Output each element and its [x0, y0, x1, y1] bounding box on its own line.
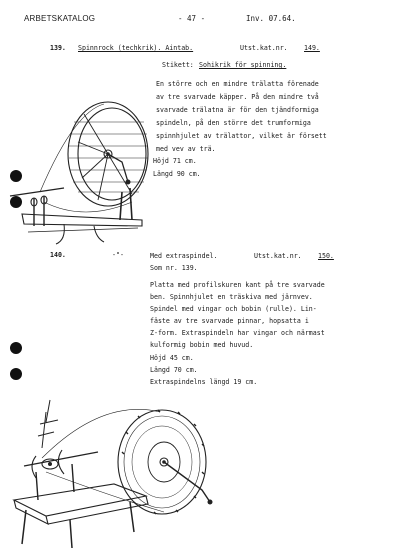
kat-nr: 149. [304, 44, 320, 52]
inventory-date: Inv. 07.64. [246, 14, 296, 23]
desc-line: svarvade trälatna är för den tjändformiga [156, 106, 319, 114]
desc-line: fäste av tre svarvade pinnar, hopsatta i [150, 317, 309, 325]
spinning-wheel-sketch-139 [4, 92, 160, 248]
desc-line: Platta med profilskuren kant på tre svarvade [150, 281, 325, 289]
utst-label: Utst.kat.nr. [254, 252, 302, 260]
ditto-mark: -"- [112, 251, 124, 259]
page-number: - 47 - [178, 14, 206, 23]
entry-title: Spinnrock (techkrik). Aintab. [78, 44, 194, 52]
catalog-header: ARBETSKATALOG [24, 14, 96, 23]
length: Längd 70 cm. [150, 366, 198, 374]
height: Höjd 45 cm. [150, 354, 194, 362]
entry-number: 140. [50, 251, 66, 259]
height: Höjd 71 cm. [153, 157, 197, 165]
utst-label: Utst.kat.nr. [240, 44, 288, 52]
extra-spindle-length: Extraspindelns längd 19 cm. [150, 378, 258, 386]
desc-line: av tre svarvade käpper. På den mindre två [156, 93, 319, 101]
entry-title: Med extraspindel. [150, 252, 218, 260]
desc-line: kulformig bobin med huvud. [150, 341, 254, 349]
punch-hole [10, 368, 22, 380]
desc-line: En större och en mindre trälatta förenade [156, 80, 319, 88]
desc-line: med vev av trä. [156, 145, 216, 153]
desc-line: spindeln, på den större det trumformiga [156, 119, 311, 127]
stickett-text: Sohikrik för spinning. [199, 61, 287, 69]
spinning-wheel-sketch-140 [6, 392, 244, 552]
kat-nr: 150. [318, 252, 334, 260]
entry-number: 139. [50, 44, 66, 52]
desc-line: ben. Spinnhjulet en träskiva med järnvev. [150, 293, 313, 301]
desc-line: Z-form. Extraspindeln har vingar och närmast [150, 329, 325, 337]
desc-line: Spindel med vingar och bobin (rulle). Lin- [150, 305, 317, 313]
desc-line: spinnhjulet av trälattor, vilket är försett [156, 132, 327, 140]
stickett-label: Stikett: [162, 61, 194, 69]
punch-hole [10, 342, 22, 354]
length: Längd 90 cm. [153, 170, 201, 178]
reference: Som nr. 139. [150, 264, 198, 272]
